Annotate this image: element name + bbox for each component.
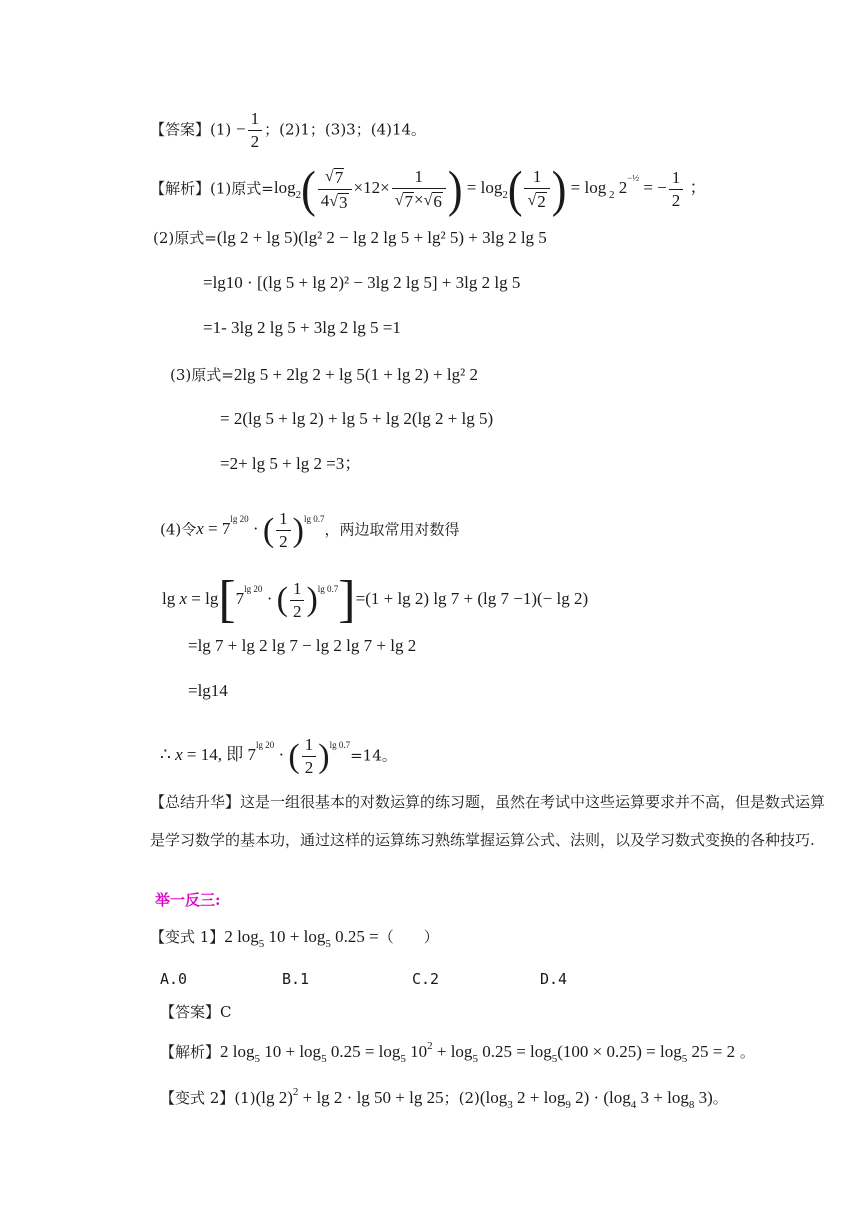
variant2-question: 【变式 2】(1)(lg 2)$^2$ + lg 2 · lg 50 + lg 25；$(2)(\log_3$ $2 + \log_9 2) \cdot (\log_4$ $3 + \log_8 3$)。 [160,1086,728,1111]
extend-title: 举一反三: [155,891,221,909]
analysis-label: 【解析】 [150,179,211,198]
analysis-part3-l1: (3)原式=2lg 5 + 2lg 2 + lg 5(1 + lg 2) + lg² 2 [170,365,478,384]
answer-label: 【答案】 [150,120,211,139]
variant1-answer: 【答案】C [160,1003,232,1021]
analysis-part2-l2: =lg10 · [(lg 5 + lg 2)² − 3lg 2 lg 5] + 3lg 2 lg 5 [203,273,521,292]
fraction: $\frac{1}{2}$ [248,110,263,151]
analysis-part4-l0: (4)令$x = 7^{lg 20}$ · ( $\frac{1}{2}$ )$^{lg 0.7}$，两边取常用对数得 [160,509,460,551]
analysis-part2-l1: (2)原式=(lg 2 + lg 5)(lg² 2 − lg 2 lg 5 + lg² 5) + 3lg 2 lg 5 [153,228,547,247]
variant1-label: 【变式 1】 [150,928,225,946]
option-b[interactable]: B.1 [282,970,310,988]
analysis-part4-l2: =lg 7 + lg 2 lg 7 − lg 2 lg 7 + lg 2 [188,636,417,655]
analysis-part4-conclusion: ∴ x = 14, 即 $7^{lg 20}$ · ( $\frac{1}{2}$ )$^{lg 0.7}$=14。 [160,735,397,777]
variant1-answer-value: C [220,1003,232,1021]
analysis-part4-l1: $\lg x = \lg[7^{lg 20}$ · ( $\frac{1}{2}$ )$^{lg 0.7}$]=(1 + lg 2) lg 7 + (lg 7 −1)(− lg 2) [162,571,589,628]
variant2-label: 【变式 2】 [160,1089,235,1107]
summary-paragraph: 【总结升华】这是一组很基本的对数运算的练习题，虽然在考试中这些运算要求并不高，但是数式运算是学习数学的基本功，通过这样的运算练习熟练掌握运算公式、法则，以及学习数式变换的各种技巧. [150,793,826,849]
variant1-question: 【变式 1】2 $\log_5 10 + \log_5 0.25$ =（ ） [150,927,439,950]
variant1-analysis: 【解析】2 $\log_5 10 + \log_5 0.25 = \log_5 10^2 + \log_5 0.25 = \log_5(100 \times 0.25) = \log_5 25 = 2$ 。 [160,1040,755,1065]
analysis-part3-l2: = 2(lg 5 + lg 2) + lg 5 + lg 2(lg 2 + lg 5) [220,409,494,428]
summary-label: 【总结升华】 [150,793,241,811]
analysis-part4-l3: =lg14 [188,681,228,700]
analysis-part1: 【解析】(1)原式$=\log_2$( √ 7 4 √ 3 ×12× 1 √ 7 × √ 6 ) = $\log_2$( 1 √ 2 ) = log $_2$ $2^{-\frac{1}{2}}$ = − $\frac{1}{2}$ ； [150,160,707,218]
option-c[interactable]: C.2 [412,970,440,988]
answer-line: 【答案】(1) − $\frac{1}{2}$ ；(2)1；(3)3；(4)14。 [150,109,427,151]
analysis-part2-l3: =1- 3lg 2 lg 5 + 3lg 2 lg 5 =1 [203,318,401,337]
option-d[interactable]: D.4 [540,970,568,988]
option-a[interactable]: A.0 [160,970,188,988]
analysis-part3-l3: =2+ lg 5 + lg 2 =3； [220,454,362,473]
